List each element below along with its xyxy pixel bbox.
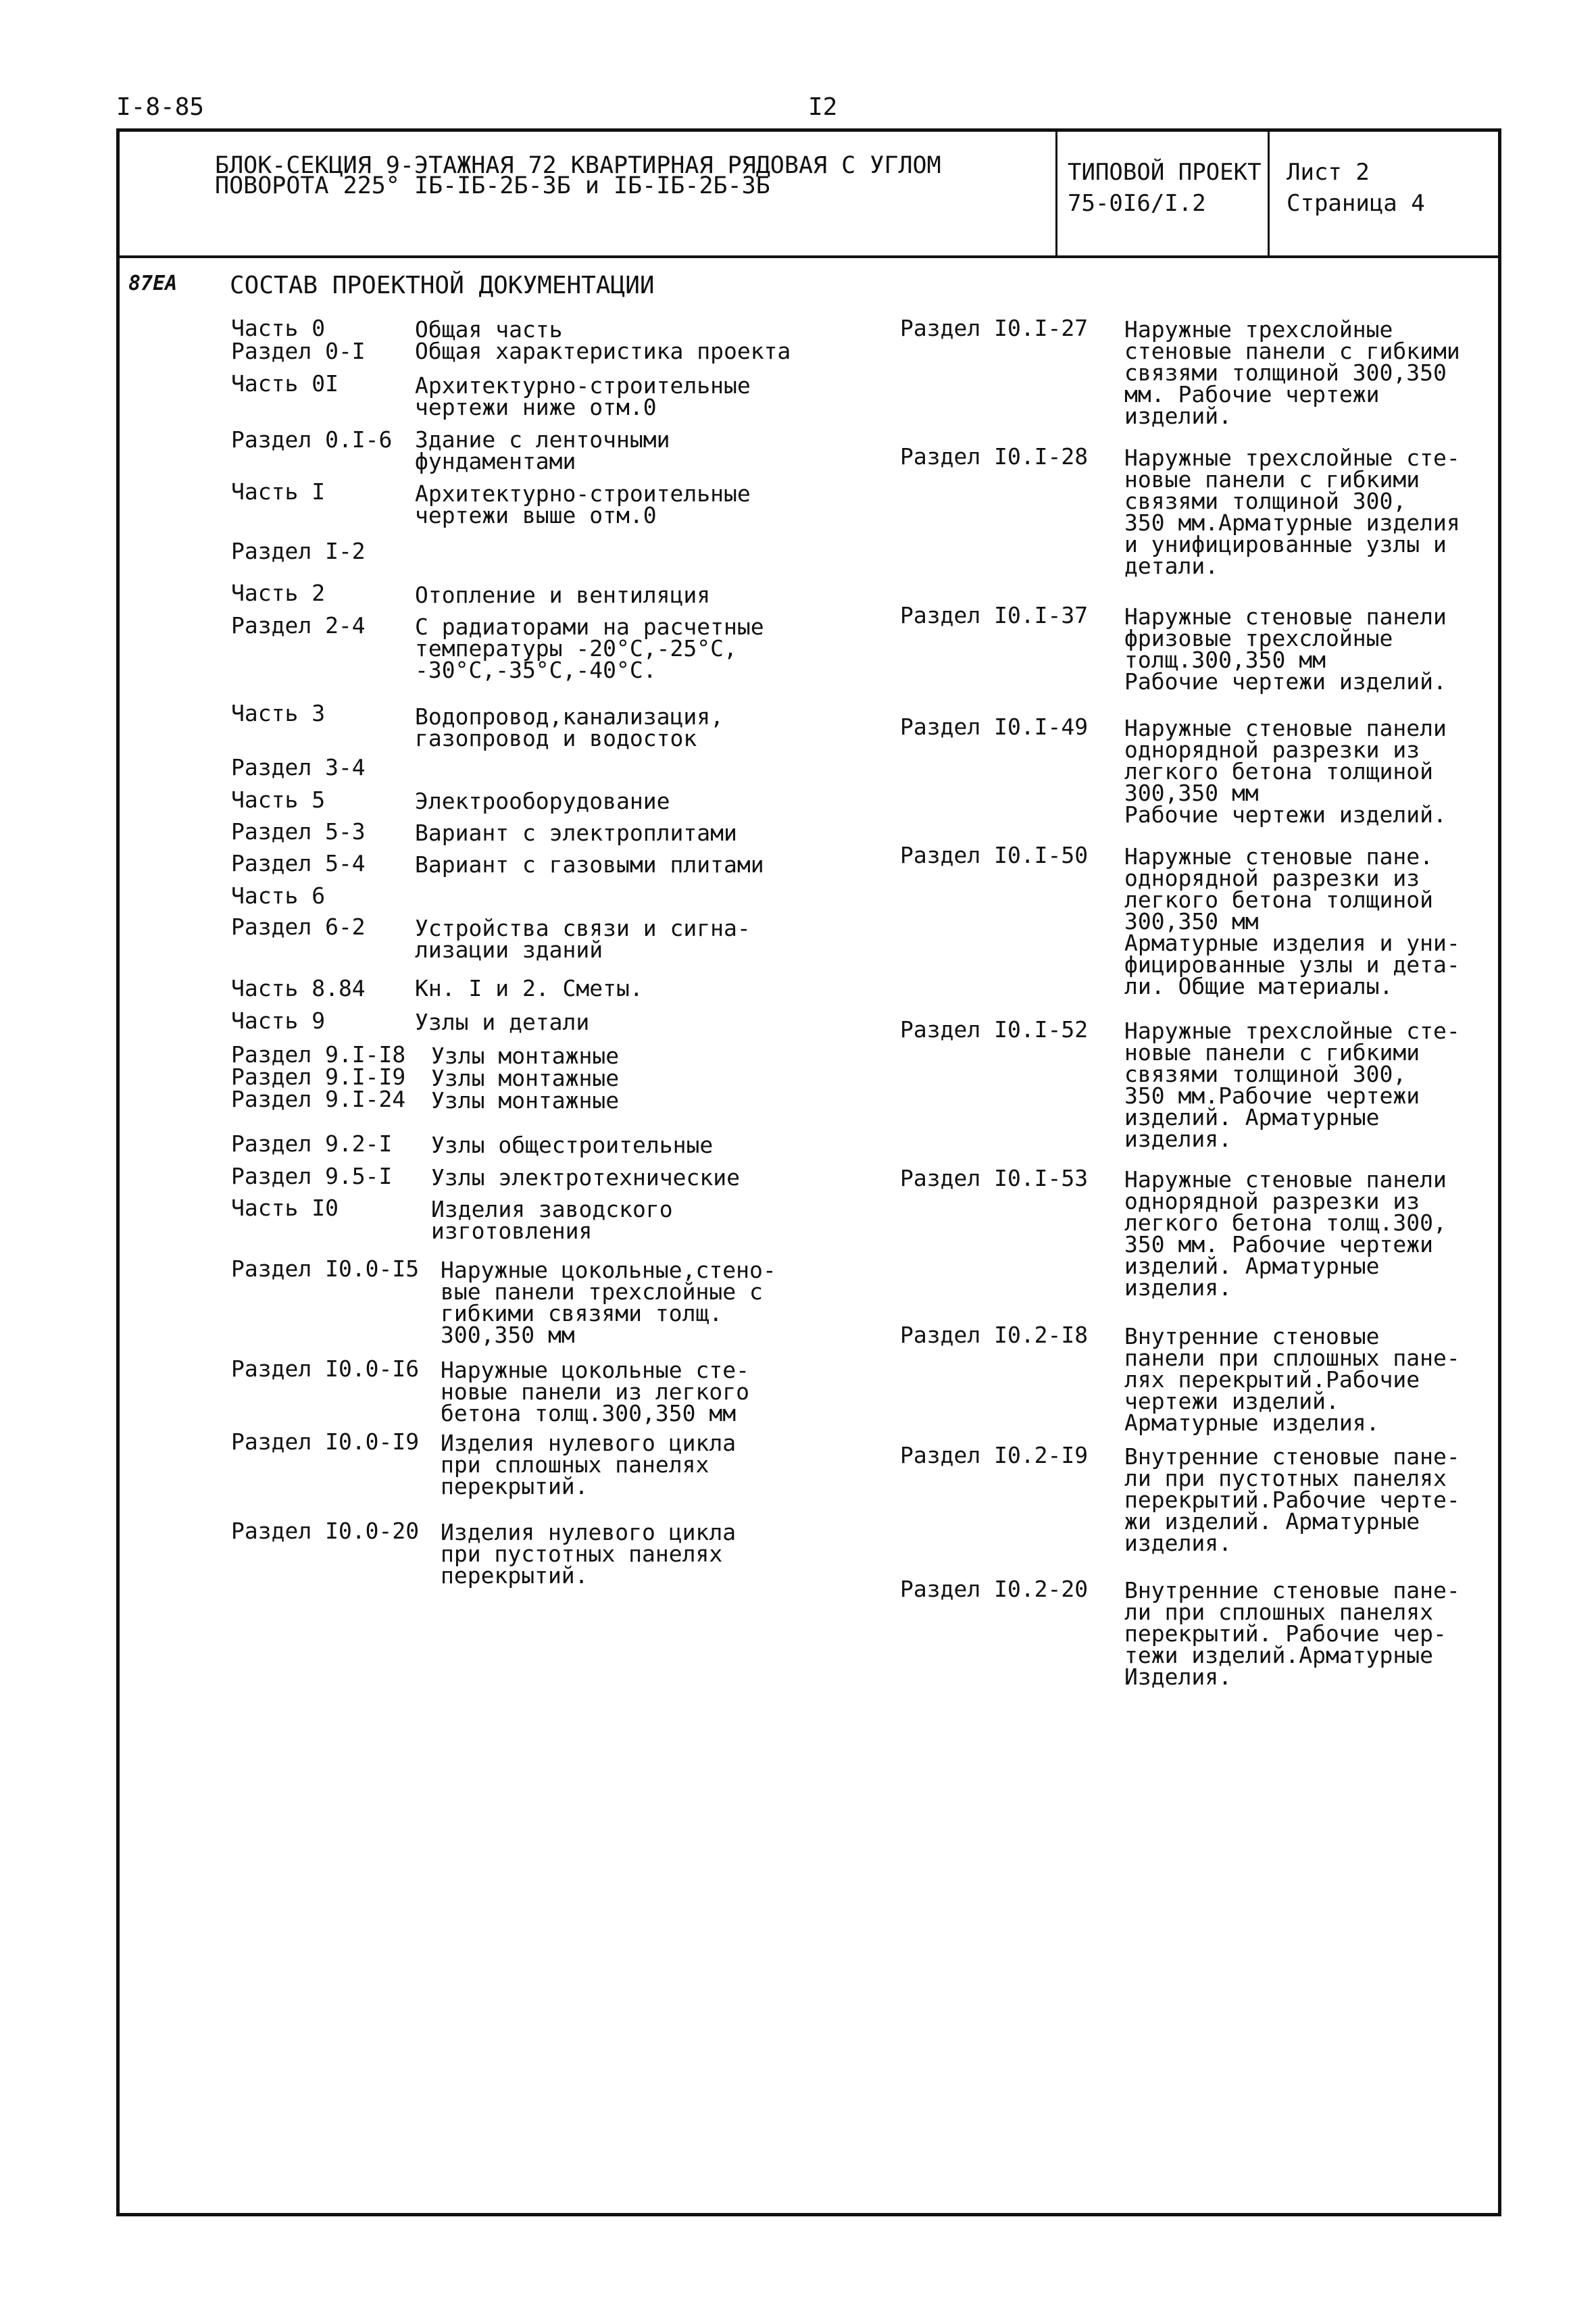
item-label: Раздел 0.I-6 xyxy=(231,426,393,453)
list-item xyxy=(231,818,366,845)
list-item xyxy=(231,789,325,811)
list-item xyxy=(231,1041,406,1068)
item-label: Раздел I0.0-I9 xyxy=(231,1428,420,1455)
item-label: Часть 9 xyxy=(231,1007,326,1034)
title-block-divider-2 xyxy=(1268,128,1270,257)
item-label: Часть 0I xyxy=(231,370,339,397)
sheet-label: Лист 2 xyxy=(1287,159,1370,186)
item-label: Раздел 9.I-24 xyxy=(231,1086,406,1112)
list-item xyxy=(900,443,1089,470)
item-text: Наружные трехслойные стеновые панели с гибкими связями толщиной 300,350 мм. Рабочие чертежи изделий. xyxy=(1124,316,1460,429)
title-block-divider-1 xyxy=(1055,128,1057,257)
list-item xyxy=(900,1016,1089,1043)
title-line-2: ПОВОРОТА 225° IБ-IБ-2Б-3Б и IБ-IБ-2Б-3Б xyxy=(215,172,770,199)
item-label: Раздел I0.0-I5 xyxy=(231,1255,420,1282)
list-item xyxy=(900,716,1088,738)
item-text: Узлы и детали xyxy=(415,1009,590,1035)
list-item xyxy=(231,754,366,780)
list-item xyxy=(900,842,1089,868)
item-label: Раздел I-2 xyxy=(231,538,366,564)
list-item xyxy=(231,582,325,604)
item-label: Раздел I0.2-I9 xyxy=(900,1442,1089,1468)
item-text: Изделия заводского изготовления xyxy=(431,1196,673,1244)
item-label: Часть 8.84 xyxy=(231,975,366,1001)
page-label: Страница 4 xyxy=(1287,190,1425,217)
item-label: Раздел 5-3 xyxy=(231,818,366,845)
list-item xyxy=(900,1324,1088,1346)
list-item xyxy=(900,1442,1089,1468)
list-item xyxy=(231,315,326,341)
item-text: Наружные трехслойные сте- новые панели с гибкими связями толщиной 300, 350 мм.Рабочие чертежи изделий. Арматурные изделия. xyxy=(1124,1018,1460,1152)
item-text: Вариант с газовыми плитами xyxy=(415,851,764,878)
item-text: Водопровод,канализация, газопровод и водосток xyxy=(415,703,724,751)
item-text: Внутренние стеновые панели при сплошных пане- лях перекрытий.Рабочие чертежи изделий. Арматурные изделия. xyxy=(1124,1323,1460,1436)
archive-stamp: 87ЕА xyxy=(128,272,178,295)
list-item xyxy=(231,850,366,876)
list-item xyxy=(900,1578,1088,1600)
item-label: Раздел 9.I-I9 xyxy=(231,1064,406,1090)
item-text: С радиаторами на расчетные температуры -20°С,-25°С, -30°С,-35°С,-40°С. xyxy=(415,614,764,683)
list-item xyxy=(231,478,326,505)
title-block-title xyxy=(215,152,941,199)
item-label: Часть 3 xyxy=(231,700,326,726)
sheet-info xyxy=(1287,157,1425,219)
list-item xyxy=(231,1086,406,1112)
item-label: Раздел 0-I xyxy=(231,338,366,364)
item-text: Общая характеристика проекта xyxy=(415,338,791,364)
list-item xyxy=(231,1163,393,1189)
list-item xyxy=(231,882,326,909)
list-item xyxy=(231,1066,405,1088)
item-label: Раздел I0.I-37 xyxy=(900,602,1089,628)
item-text: Узлы электротехнические xyxy=(431,1164,740,1191)
item-label: Раздел 9.5-I xyxy=(231,1163,393,1189)
item-label: Раздел I0.0-I6 xyxy=(231,1355,420,1382)
list-item xyxy=(231,1520,419,1542)
item-text: Внутренние стеновые пане- ли при сплошных панелях перекрытий. Рабочие чер- тежи изделий.Арматурные Изделия. xyxy=(1124,1577,1460,1690)
item-text: Устройства связи и сигна- лизации зданий xyxy=(415,915,751,963)
list-item xyxy=(231,1355,420,1382)
item-text: Узлы монтажные xyxy=(431,1087,620,1114)
item-label: Раздел I0.2-I8 xyxy=(900,1322,1089,1348)
item-text: Узлы монтажные xyxy=(431,1065,620,1091)
item-text: Изделия нулевого цикла при сплошных панелях перекрытий. xyxy=(441,1430,737,1499)
item-label: Раздел I0.2-20 xyxy=(900,1576,1089,1602)
list-item xyxy=(231,1255,420,1282)
item-label: Раздел I0.I-53 xyxy=(900,1165,1089,1191)
item-label: Часть I0 xyxy=(231,1195,339,1221)
list-item xyxy=(231,370,339,397)
item-label: Часть 5 xyxy=(231,787,326,813)
item-label: Раздел I0.0-20 xyxy=(231,1518,420,1544)
item-label: Раздел I0.I-50 xyxy=(900,842,1089,868)
item-label: Раздел 2-4 xyxy=(231,612,366,639)
list-item xyxy=(231,1130,393,1157)
item-text: Архитектурно-строительные чертежи выше отм.0 xyxy=(415,480,751,528)
project-number: 75-0I6/I.2 xyxy=(1068,190,1206,217)
item-text: Внутренние стеновые пане- ли при пустотных панелях перекрытий.Рабочие черте- жи изделий. Арматурные изделия. xyxy=(1124,1443,1460,1556)
list-item xyxy=(231,975,366,1001)
list-item xyxy=(900,602,1089,628)
list-item xyxy=(231,1007,326,1034)
item-text: Узлы общестроительные xyxy=(431,1132,714,1158)
list-item xyxy=(231,1428,420,1455)
section-title: СОСТАВ ПРОЕКТНОЙ ДОКУМЕНТАЦИИ xyxy=(230,272,655,299)
list-item xyxy=(231,1197,339,1219)
list-item xyxy=(231,612,366,639)
item-text: Изделия нулевого цикла при пустотных панелях перекрытий. xyxy=(441,1519,737,1589)
page-number: I2 xyxy=(808,93,838,121)
item-label: Раздел I0.I-52 xyxy=(900,1016,1089,1043)
item-label: Раздел I0.I-28 xyxy=(900,443,1089,470)
item-text: Наружные стеновые пане. однорядной разрезки из легкого бетона толщиной 300,350 мм Арматурные изделия и уни- фицированные узлы и дета- ли. Общие материалы. xyxy=(1124,843,1460,999)
item-text: Электрооборудование xyxy=(415,788,670,814)
item-label: Часть 6 xyxy=(231,882,326,909)
title-block-bottom-rule xyxy=(116,255,1501,258)
list-item xyxy=(231,916,366,938)
item-text: Наружные стеновые панели фризовые трехслойные толщ.300,350 мм Рабочие чертежи изделий. xyxy=(1124,603,1447,695)
list-item xyxy=(231,338,366,364)
list-item xyxy=(231,700,326,726)
item-label: Раздел 5-4 xyxy=(231,850,366,876)
item-text: Кн. I и 2. Сметы. xyxy=(415,975,643,1001)
item-text: Наружные цокольные сте- новые панели из легкого бетона толщ.300,350 мм xyxy=(441,1357,749,1426)
item-text: Архитектурно-строительные чертежи ниже отм.0 xyxy=(415,372,751,420)
item-text: Отопление и вентиляция xyxy=(415,582,711,608)
item-text: Наружные стеновые панели однорядной разрезки из легкого бетона толщиной 300,350 мм Рабочие чертежи изделий. xyxy=(1124,715,1447,828)
item-text: Наружные стеновые панели однорядной разрезки из легкого бетона толщ.300, 350 мм. Рабочие чертежи изделий. Арматурные изделия. xyxy=(1124,1166,1447,1301)
item-text: Вариант с электроплитами xyxy=(415,820,737,846)
title-line-1: БЛОК-СЕКЦИЯ 9-ЭТАЖНАЯ 72 КВАРТИРНАЯ РЯДОВАЯ С УГЛОМ xyxy=(215,152,941,179)
item-label: Часть 0 xyxy=(231,315,326,341)
list-item xyxy=(231,538,366,564)
project-info xyxy=(1068,157,1262,219)
item-label: Раздел I0.I-27 xyxy=(900,315,1089,341)
list-item xyxy=(900,315,1089,341)
item-text: Узлы монтажные xyxy=(431,1043,620,1069)
list-item xyxy=(231,426,393,453)
list-item xyxy=(900,1165,1089,1191)
project-label: ТИПОВОЙ ПРОЕКТ xyxy=(1068,159,1262,186)
item-text: Наружные цокольные,стено- вые панели трехслойные с гибкими связями толщ. 300,350 мм xyxy=(441,1257,776,1348)
item-label: Раздел 9.2-I xyxy=(231,1130,393,1157)
item-label: Часть I xyxy=(231,478,326,505)
document-code: I-8-85 xyxy=(116,93,205,121)
item-label: Часть 2 xyxy=(231,580,326,606)
item-text: Здание с ленточными фундаментами xyxy=(415,426,670,474)
item-text: Наружные трехслойные сте- новые панели с гибкими связями толщиной 300, 350 мм.Арматурные изделия и унифицированные узлы и детали. xyxy=(1124,445,1460,579)
item-label: Раздел I0.I-49 xyxy=(900,714,1089,740)
item-label: Раздел 9.I-I8 xyxy=(231,1041,406,1068)
item-label: Раздел 6-2 xyxy=(231,914,366,940)
item-text: Общая часть xyxy=(415,316,563,343)
item-label: Раздел 3-4 xyxy=(231,754,366,780)
